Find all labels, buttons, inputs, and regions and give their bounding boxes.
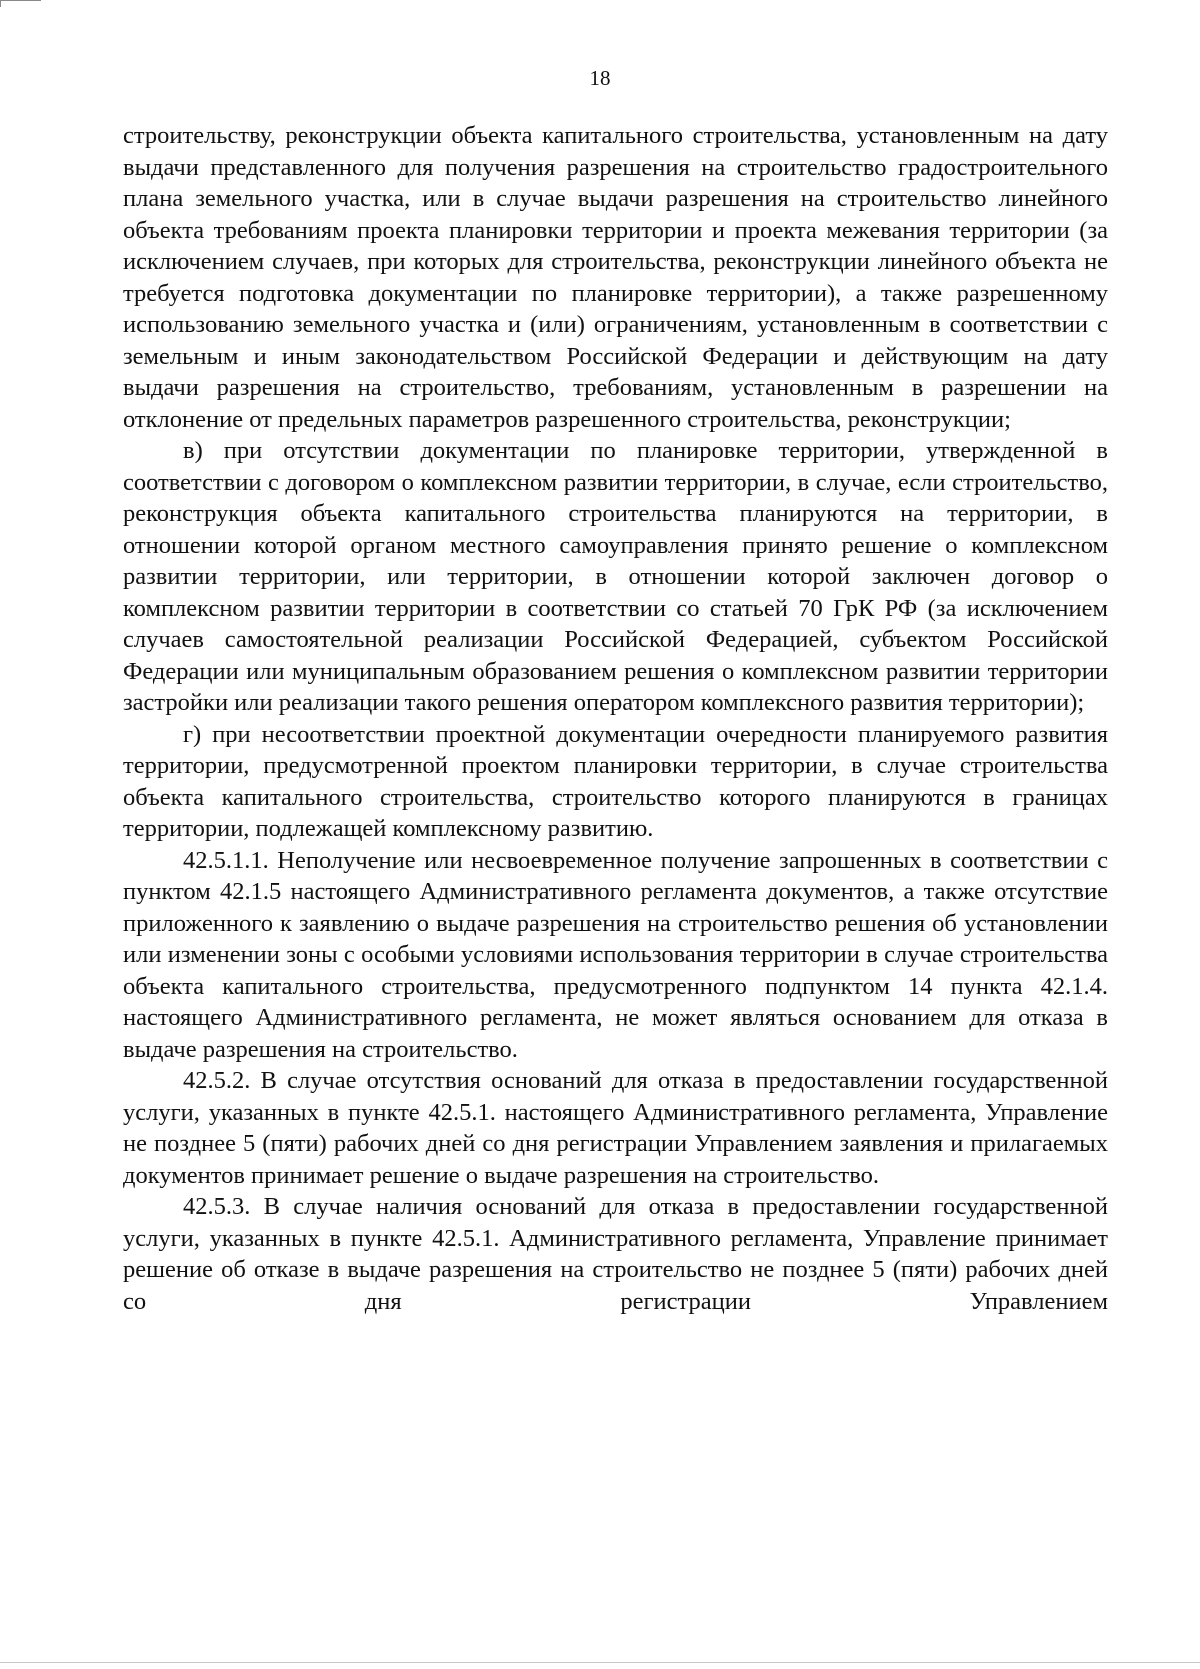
paragraph: в) при отсутствии документации по планировке территории, утвержденной в соответствии с договором о комплексном развитии территории, в случае, если строительство, реконструкция объекта капитального строительства планируются на территории, в отношении которой органом местного самоуправления принято решение о комплексном развитии территории, или территории, в отношении которой заключен договор о комплексном развитии территории в соответствии со статьей 70 ГрК РФ (за исключением случаев самостоятельной реализации Российской Федерацией, субъектом Российской Федерации или муниципальным образованием решения о комплексном развитии территории застройки или реализации такого решения оператором комплексного развития территории);: [123, 437, 1108, 716]
scan-edge-artifact: [0, 0, 41, 7]
scan-edge-artifact: [0, 1662, 1200, 1663]
page-number: 18: [589, 66, 611, 90]
paragraph: строительству, реконструкции объекта капитального строительства, установленным на дату выдачи представленного для получения разрешения на строительство градостроительного плана земельного участка, или в случае выдачи разрешения на строительство линейного объекта требованиям проекта планировки территории и проекта межевания территории (за исключением случаев, при которых для строительства, реконструкции линейного объекта не требуется подготовка документации по планировке территории), а также разрешенному использованию земельного участка и (или) ограничениям, установленным в соответствии с земельным и иным законодательством Российской Федерации и действующим на дату выдачи разрешения на строительство, требованиям, установленным в разрешении на отклонение от предельных параметров разрешенного строительства, реконструкции;: [123, 122, 1108, 433]
paragraph: 42.5.1.1. Неполучение или несвоевременное получение запрошенных в соответствии с пунктом 42.1.5 настоящего Административного регламента документов, а также отсутствие приложенного к заявлению о выдаче разрешения на строительство решения об установлении или изменении зоны с особыми условиями использования территории в случае строительства объекта капитального строительства, предусмотренного подпунктом 14 пункта 42.1.4. настоящего Административного регламента, не может являться основанием для отказа в выдаче разрешения на строительство.: [123, 846, 1108, 1063]
document-body: [123, 120, 1108, 1317]
paragraph: г) при несоответствии проектной документации очередности планируемого развития территории, предусмотренной проектом планировки территории, в случае строительства объекта капитального строительства, строительство которого планируются в границах территории, подлежащей комплексному развитию.: [123, 720, 1108, 842]
paragraph: 42.5.2. В случае отсутствия оснований для отказа в предоставлении государственной услуги, указанных в пункте 42.5.1. настоящего Административного регламента, Управление не позднее 5 (пяти) рабочих дней со дня регистрации Управлением заявления и прилагаемых документов принимает решение о выдаче разрешения на строительство.: [123, 1067, 1108, 1189]
paragraph: 42.5.3. В случае наличия оснований для отказа в предоставлении государственной услуги, указанных в пункте 42.5.1. Административного регламента, Управление принимает решение об отказе в выдаче разрешения на строительство не позднее 5 (пяти) рабочих дней со дня регистрации Управлением: [123, 1193, 1108, 1315]
